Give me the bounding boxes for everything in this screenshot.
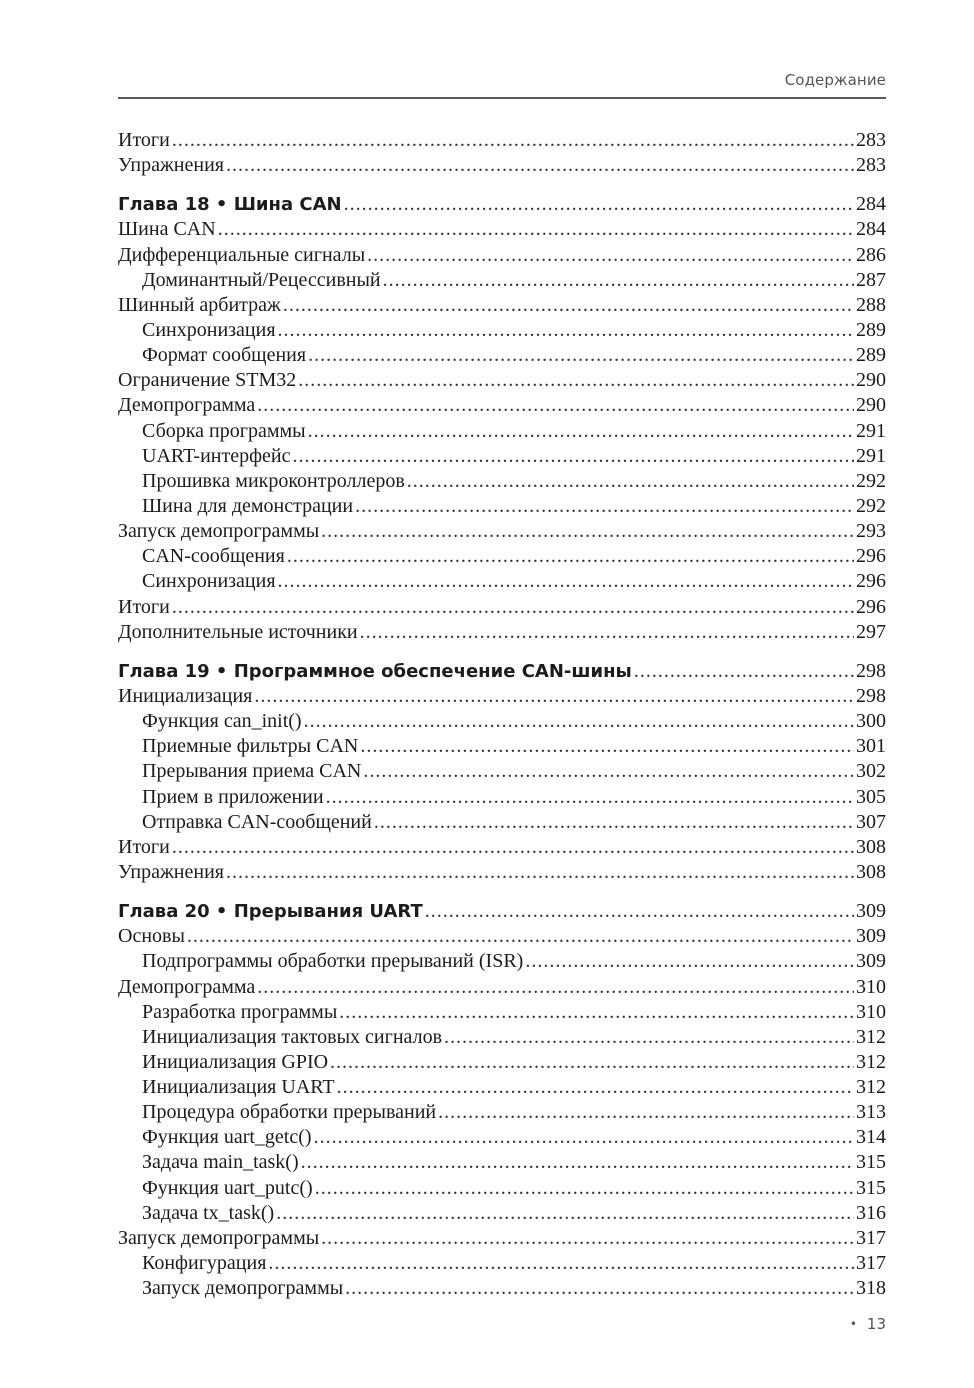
toc-entry-title: Инициализация <box>118 684 253 707</box>
toc-entry[interactable] <box>118 469 886 494</box>
dot-leader <box>304 709 854 734</box>
dot-leader <box>308 419 854 444</box>
toc-entry-title: Запуск демопрограммы <box>142 1277 344 1300</box>
dot-leader <box>257 975 854 1000</box>
dot-leader <box>367 243 854 268</box>
dot-leader <box>321 1226 854 1251</box>
dot-leader <box>321 519 854 544</box>
toc-entry-title: Глава 18 • Шина CAN <box>118 194 342 216</box>
toc-entry-page: 296 <box>856 595 886 618</box>
toc-entry[interactable] <box>118 1276 886 1301</box>
toc-entry[interactable] <box>118 1025 886 1050</box>
toc-entry-page: 289 <box>856 318 886 341</box>
toc-entry[interactable] <box>118 1050 886 1075</box>
toc-entry[interactable] <box>118 268 886 293</box>
toc-entry-title: Демопрограмма <box>118 394 256 417</box>
dot-leader <box>172 835 854 860</box>
toc-entry-title: Дифференциальные сигналы <box>118 243 366 266</box>
dot-leader <box>444 1025 854 1050</box>
toc-entry[interactable] <box>118 835 886 860</box>
toc-entry[interactable] <box>118 1125 886 1150</box>
dot-leader <box>337 1075 854 1100</box>
toc-entry-title: UART-интерфейс <box>142 444 291 467</box>
toc-entry-page: 315 <box>856 1151 886 1174</box>
toc-entry[interactable] <box>118 1100 886 1125</box>
toc-entry[interactable] <box>118 734 886 759</box>
toc-entry[interactable] <box>118 709 886 734</box>
toc-entry-title: Запуск демопрограммы <box>118 1226 320 1249</box>
toc-entry[interactable] <box>118 595 886 620</box>
dot-leader <box>218 217 854 242</box>
toc-entry-title: Прерывания приема CAN <box>142 760 362 783</box>
toc-entry-page: 288 <box>856 293 886 316</box>
dot-leader <box>172 595 854 620</box>
toc-entry-page: 307 <box>856 810 886 833</box>
toc-entry-page: 284 <box>856 193 886 216</box>
toc-entry-title: Синхронизация <box>142 318 276 341</box>
toc-entry-page: 283 <box>856 129 886 151</box>
toc-entry[interactable] <box>118 759 886 784</box>
dot-leader <box>287 544 854 569</box>
toc-entry-page: 291 <box>856 419 886 442</box>
dot-leader <box>278 569 854 594</box>
dot-leader <box>326 785 854 810</box>
toc-entry-page: 316 <box>856 1201 886 1224</box>
toc-entry[interactable] <box>118 785 886 810</box>
toc-entry[interactable] <box>118 128 886 153</box>
toc-entry-page: 312 <box>856 1025 886 1048</box>
toc-entry-page: 309 <box>856 950 886 973</box>
toc-entry[interactable] <box>118 684 886 709</box>
toc-entry[interactable] <box>118 368 886 393</box>
table-of-contents <box>118 128 886 1301</box>
toc-entry[interactable] <box>118 519 886 544</box>
toc-entry[interactable] <box>118 393 886 418</box>
toc-entry[interactable] <box>118 293 886 318</box>
toc-entry-title: Шина CAN <box>118 218 216 241</box>
toc-entry-title: Процедура обработки прерываний <box>142 1101 437 1124</box>
toc-entry-page: 302 <box>856 760 886 783</box>
dot-leader <box>226 860 854 885</box>
toc-entry-title: Задача tx_task() <box>142 1201 275 1224</box>
toc-entry[interactable] <box>118 620 886 645</box>
toc-entry-title: Функция uart_getc() <box>142 1126 312 1149</box>
toc-entry-page: 292 <box>856 494 886 517</box>
toc-entry-title: Прием в приложении <box>142 785 324 808</box>
toc-entry-page: 308 <box>856 835 886 858</box>
toc-entry[interactable] <box>118 494 886 519</box>
toc-entry[interactable] <box>118 1201 886 1226</box>
toc-entry-page: 287 <box>856 268 886 291</box>
toc-entry[interactable] <box>118 1000 886 1025</box>
toc-entry-page: 312 <box>856 1076 886 1099</box>
dot-leader <box>425 899 854 924</box>
toc-entry-page: 283 <box>856 154 886 177</box>
dot-leader <box>374 810 854 835</box>
toc-entry[interactable] <box>118 949 886 974</box>
dot-leader <box>283 293 854 318</box>
dot-leader <box>226 153 854 178</box>
dot-leader <box>314 1125 854 1150</box>
toc-entry-title: Упражнения <box>118 154 224 177</box>
toc-entry-page: 284 <box>856 218 886 241</box>
toc-entry-page: 312 <box>856 1050 886 1073</box>
toc-entry-title: Основы <box>118 925 185 948</box>
toc-entry-title: Инициализация GPIO <box>142 1050 329 1073</box>
dot-leader <box>344 192 854 217</box>
toc-entry-title: Приемные фильтры CAN <box>142 735 359 758</box>
toc-entry-page: 298 <box>856 659 886 682</box>
toc-entry-title: Подпрограммы обработки прерываний (ISR) <box>142 950 524 973</box>
dot-leader <box>438 1100 854 1125</box>
dot-leader <box>345 1276 854 1301</box>
page-folio <box>850 1315 886 1333</box>
toc-entry-page: 296 <box>856 570 886 593</box>
toc-entry[interactable] <box>118 1176 886 1201</box>
toc-entry[interactable] <box>118 318 886 343</box>
toc-entry[interactable] <box>118 444 886 469</box>
toc-chapter-entry[interactable] <box>118 192 886 217</box>
toc-entry-page: 289 <box>856 344 886 367</box>
toc-entry[interactable] <box>118 343 886 368</box>
dot-leader <box>355 494 854 519</box>
toc-entry-page: 298 <box>856 684 886 707</box>
dot-leader <box>187 924 854 949</box>
dot-leader <box>363 759 854 784</box>
toc-entry-title: Инициализация тактовых сигналов <box>142 1025 443 1048</box>
toc-entry-title: Функция uart_putc() <box>142 1176 313 1199</box>
toc-entry-title: Задача main_task() <box>142 1151 299 1174</box>
toc-entry[interactable] <box>118 217 886 242</box>
toc-entry-page: 309 <box>856 925 886 948</box>
toc-entry-title: Итоги <box>118 835 170 858</box>
dot-leader <box>172 128 854 153</box>
toc-entry-title: Запуск демопрограммы <box>118 520 320 543</box>
toc-entry[interactable] <box>118 153 886 178</box>
toc-entry-title: Прошивка микроконтроллеров <box>142 469 405 492</box>
toc-entry-title: CAN-сообщения <box>142 545 285 568</box>
toc-entry-title: Ограничение STM32 <box>118 369 297 392</box>
toc-entry[interactable] <box>118 924 886 949</box>
toc-entry-page: 297 <box>856 620 886 643</box>
toc-entry-title: Демопрограмма <box>118 975 256 998</box>
dot-leader <box>278 318 854 343</box>
dot-leader <box>268 1251 854 1276</box>
dot-leader <box>339 1000 854 1025</box>
toc-entry-title: Сборка программы <box>142 419 306 442</box>
toc-entry-page: 300 <box>856 710 886 733</box>
header-rule <box>118 97 886 99</box>
toc-entry-title: Дополнительные источники <box>118 620 358 643</box>
toc-entry-page: 290 <box>856 369 886 392</box>
toc-entry-page: 301 <box>856 735 886 758</box>
dot-leader <box>360 734 854 759</box>
dot-leader <box>254 684 854 709</box>
toc-entry-title: Шинный арбитраж <box>118 293 281 316</box>
dot-leader <box>315 1176 854 1201</box>
toc-entry-title: Глава 19 • Программное обеспечение CAN-шины <box>118 660 632 682</box>
toc-entry[interactable] <box>118 1075 886 1100</box>
toc-entry-title: Глава 20 • Прерывания UART <box>118 901 423 923</box>
toc-entry-title: Конфигурация <box>142 1252 267 1275</box>
toc-entry[interactable] <box>118 975 886 1000</box>
toc-entry-title: Доминантный/Рецессивный <box>142 268 381 291</box>
dot-leader <box>634 659 854 684</box>
page-number: 13 <box>866 1315 886 1333</box>
toc-entry-page: 317 <box>856 1252 886 1275</box>
dot-leader <box>525 949 854 974</box>
toc-entry-page: 308 <box>856 860 886 883</box>
toc-entry-title: Инициализация UART <box>142 1076 335 1099</box>
toc-entry-title: Отправка CAN-сообщений <box>142 810 372 833</box>
toc-entry[interactable] <box>118 1226 886 1251</box>
toc-entry-page: 286 <box>856 243 886 266</box>
toc-entry-page: 290 <box>856 394 886 417</box>
toc-entry[interactable] <box>118 544 886 569</box>
bullet-icon: • <box>849 1317 857 1331</box>
dot-leader <box>257 393 854 418</box>
dot-leader <box>308 343 854 368</box>
dot-leader <box>407 469 854 494</box>
toc-entry-page: 296 <box>856 545 886 568</box>
toc-entry-page: 317 <box>856 1226 886 1249</box>
toc-entry-title: Упражнения <box>118 860 224 883</box>
dot-leader <box>383 268 854 293</box>
toc-entry-page: 305 <box>856 785 886 808</box>
toc-entry[interactable] <box>118 1150 886 1175</box>
toc-entry-page: 318 <box>856 1277 886 1300</box>
dot-leader <box>360 620 854 645</box>
toc-entry-title: Итоги <box>118 595 170 618</box>
running-head-title: Содержание <box>784 71 886 89</box>
toc-entry-page: 292 <box>856 469 886 492</box>
toc-entry[interactable] <box>118 569 886 594</box>
dot-leader <box>298 368 854 393</box>
toc-entry[interactable] <box>118 810 886 835</box>
toc-entry-page: 293 <box>856 520 886 543</box>
toc-entry-title: Синхронизация <box>142 570 276 593</box>
toc-entry-page: 310 <box>856 1000 886 1023</box>
toc-entry-title: Формат сообщения <box>142 344 307 367</box>
toc-entry-title: Функция can_init() <box>142 710 302 733</box>
toc-entry-page: 309 <box>856 900 886 923</box>
toc-entry-page: 310 <box>856 975 886 998</box>
dot-leader <box>301 1150 854 1175</box>
toc-entry[interactable] <box>118 419 886 444</box>
toc-entry[interactable] <box>118 860 886 885</box>
toc-entry-page: 313 <box>856 1101 886 1124</box>
dot-leader <box>330 1050 854 1075</box>
toc-entry-title: Шина для демонстрации <box>142 494 354 517</box>
toc-chapter-entry[interactable] <box>118 899 886 924</box>
toc-entry-page: 291 <box>856 444 886 467</box>
dot-leader <box>293 444 854 469</box>
toc-entry[interactable] <box>118 243 886 268</box>
toc-entry-page: 314 <box>856 1126 886 1149</box>
toc-entry[interactable] <box>118 1251 886 1276</box>
dot-leader <box>276 1201 854 1226</box>
toc-entry-title: Разработка программы <box>142 1000 338 1023</box>
toc-chapter-entry[interactable] <box>118 659 886 684</box>
toc-entry-title: Итоги <box>118 129 170 151</box>
toc-entry-page: 315 <box>856 1176 886 1199</box>
